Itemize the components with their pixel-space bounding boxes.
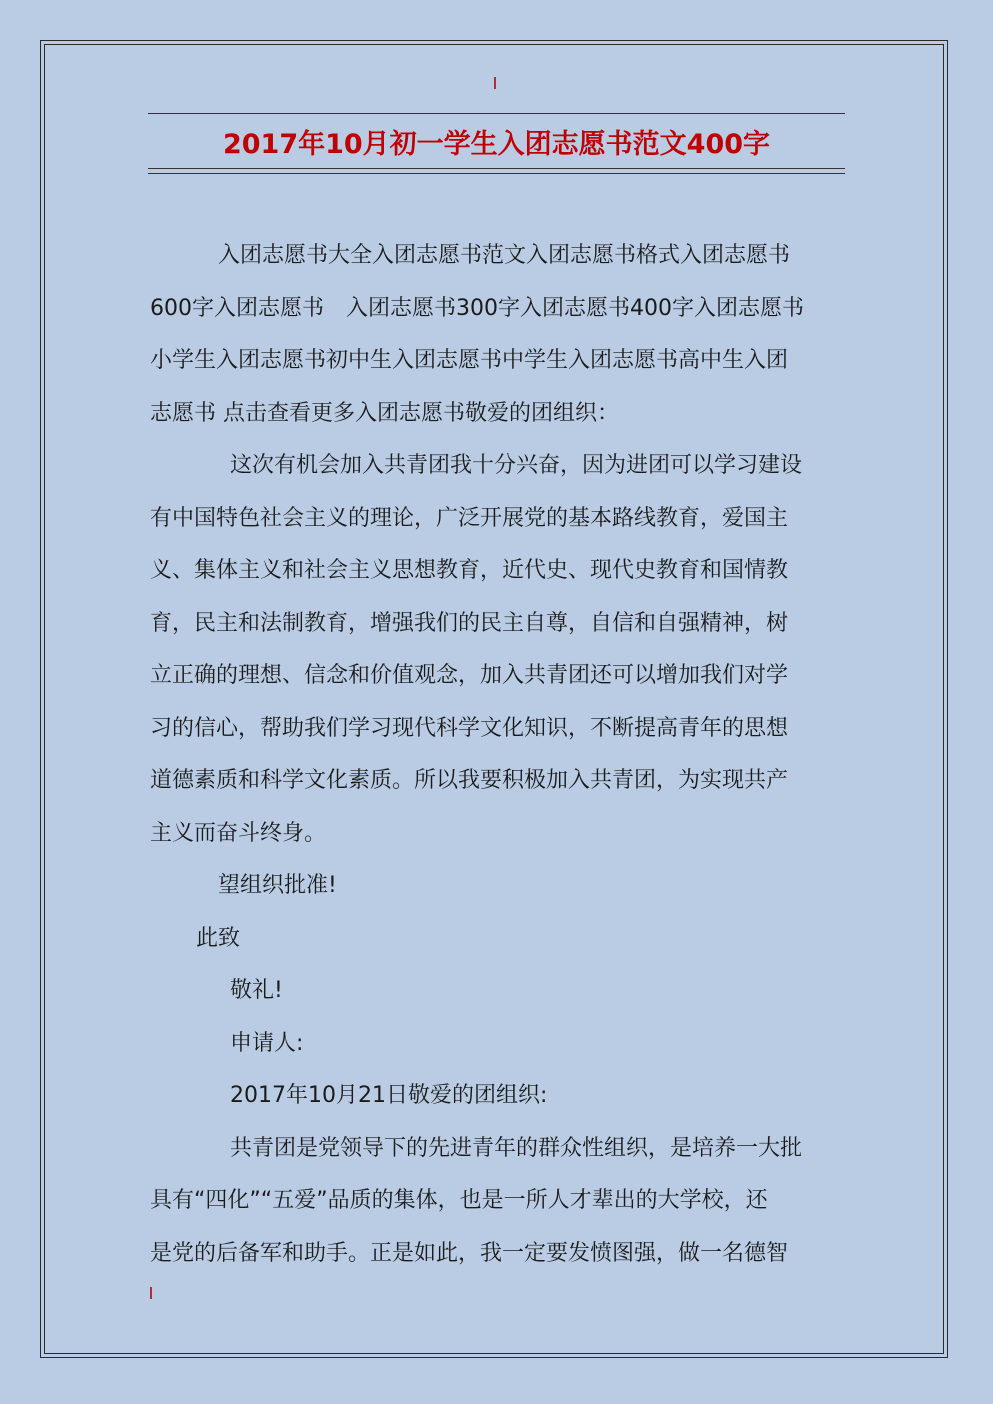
body-line: 具有“四化”“五爱”品质的集体，也是一所人才辈出的大学校，还 bbox=[150, 1188, 768, 1213]
body-line: 道德素质和科学文化素质。所以我要积极加入共青团，为实现共产 bbox=[150, 768, 789, 793]
body-line: 这次有机会加入共青团我十分兴奋，因为进团可以学习建设 bbox=[230, 453, 803, 478]
body-line: 立正确的理想、信念和价值观念，加入共青团还可以增加我们对学 bbox=[150, 663, 789, 688]
body-line: 有中国特色社会主义的理论，广泛开展党的基本路线教育，爱国主 bbox=[150, 505, 789, 531]
body-line: 主义而奋斗终身。 bbox=[150, 820, 327, 846]
document-body bbox=[150, 230, 850, 1280]
body-line: 志愿书 点击查看更多入团志愿书敬爱的团组织： bbox=[150, 400, 619, 426]
header-top-rule bbox=[148, 113, 845, 114]
header-bottom-rule-2 bbox=[148, 173, 845, 174]
body-line: 入团志愿书大全入团志愿书范文入团志愿书格式入团志愿书 bbox=[218, 243, 791, 268]
closing-request: 望组织批准! bbox=[218, 873, 337, 898]
body-line: 习的信心，帮助我们学习现代科学文化知识，不断提高青年的思想 bbox=[150, 715, 789, 741]
header-bottom-rule bbox=[148, 168, 845, 169]
body-line: 小学生入团志愿书初中生入团志愿书中学生入团志愿书高中生入团 bbox=[150, 348, 789, 373]
body-line: 义、集体主义和社会主义思想教育，近代史、现代史教育和国情教 bbox=[150, 558, 789, 583]
footer-mark bbox=[150, 1287, 152, 1299]
applicant-label: 申请人: bbox=[230, 1030, 304, 1056]
date-line: 2017年10月21日敬爱的团组织: bbox=[230, 1083, 548, 1108]
body-line: 共青团是党领导下的先进青年的群众性组织，是培养一大批 bbox=[230, 1135, 803, 1161]
body-line: 育，民主和法制教育，增强我们的民主自尊，自信和自强精神，树 bbox=[150, 610, 789, 636]
body-line: 600字入团志愿书 入团志愿书300字入团志愿书400字入团志愿书 bbox=[150, 295, 804, 321]
body-line: 是党的后备军和助手。正是如此，我一定要发愤图强，做一名德智 bbox=[150, 1240, 789, 1266]
salutation-cizhi: 此致 bbox=[196, 925, 241, 951]
salutation-jingli: 敬礼! bbox=[230, 978, 283, 1003]
header-mark bbox=[494, 77, 496, 89]
document-title: 2017年10月初一学生入团志愿书范文400字 bbox=[222, 129, 771, 160]
